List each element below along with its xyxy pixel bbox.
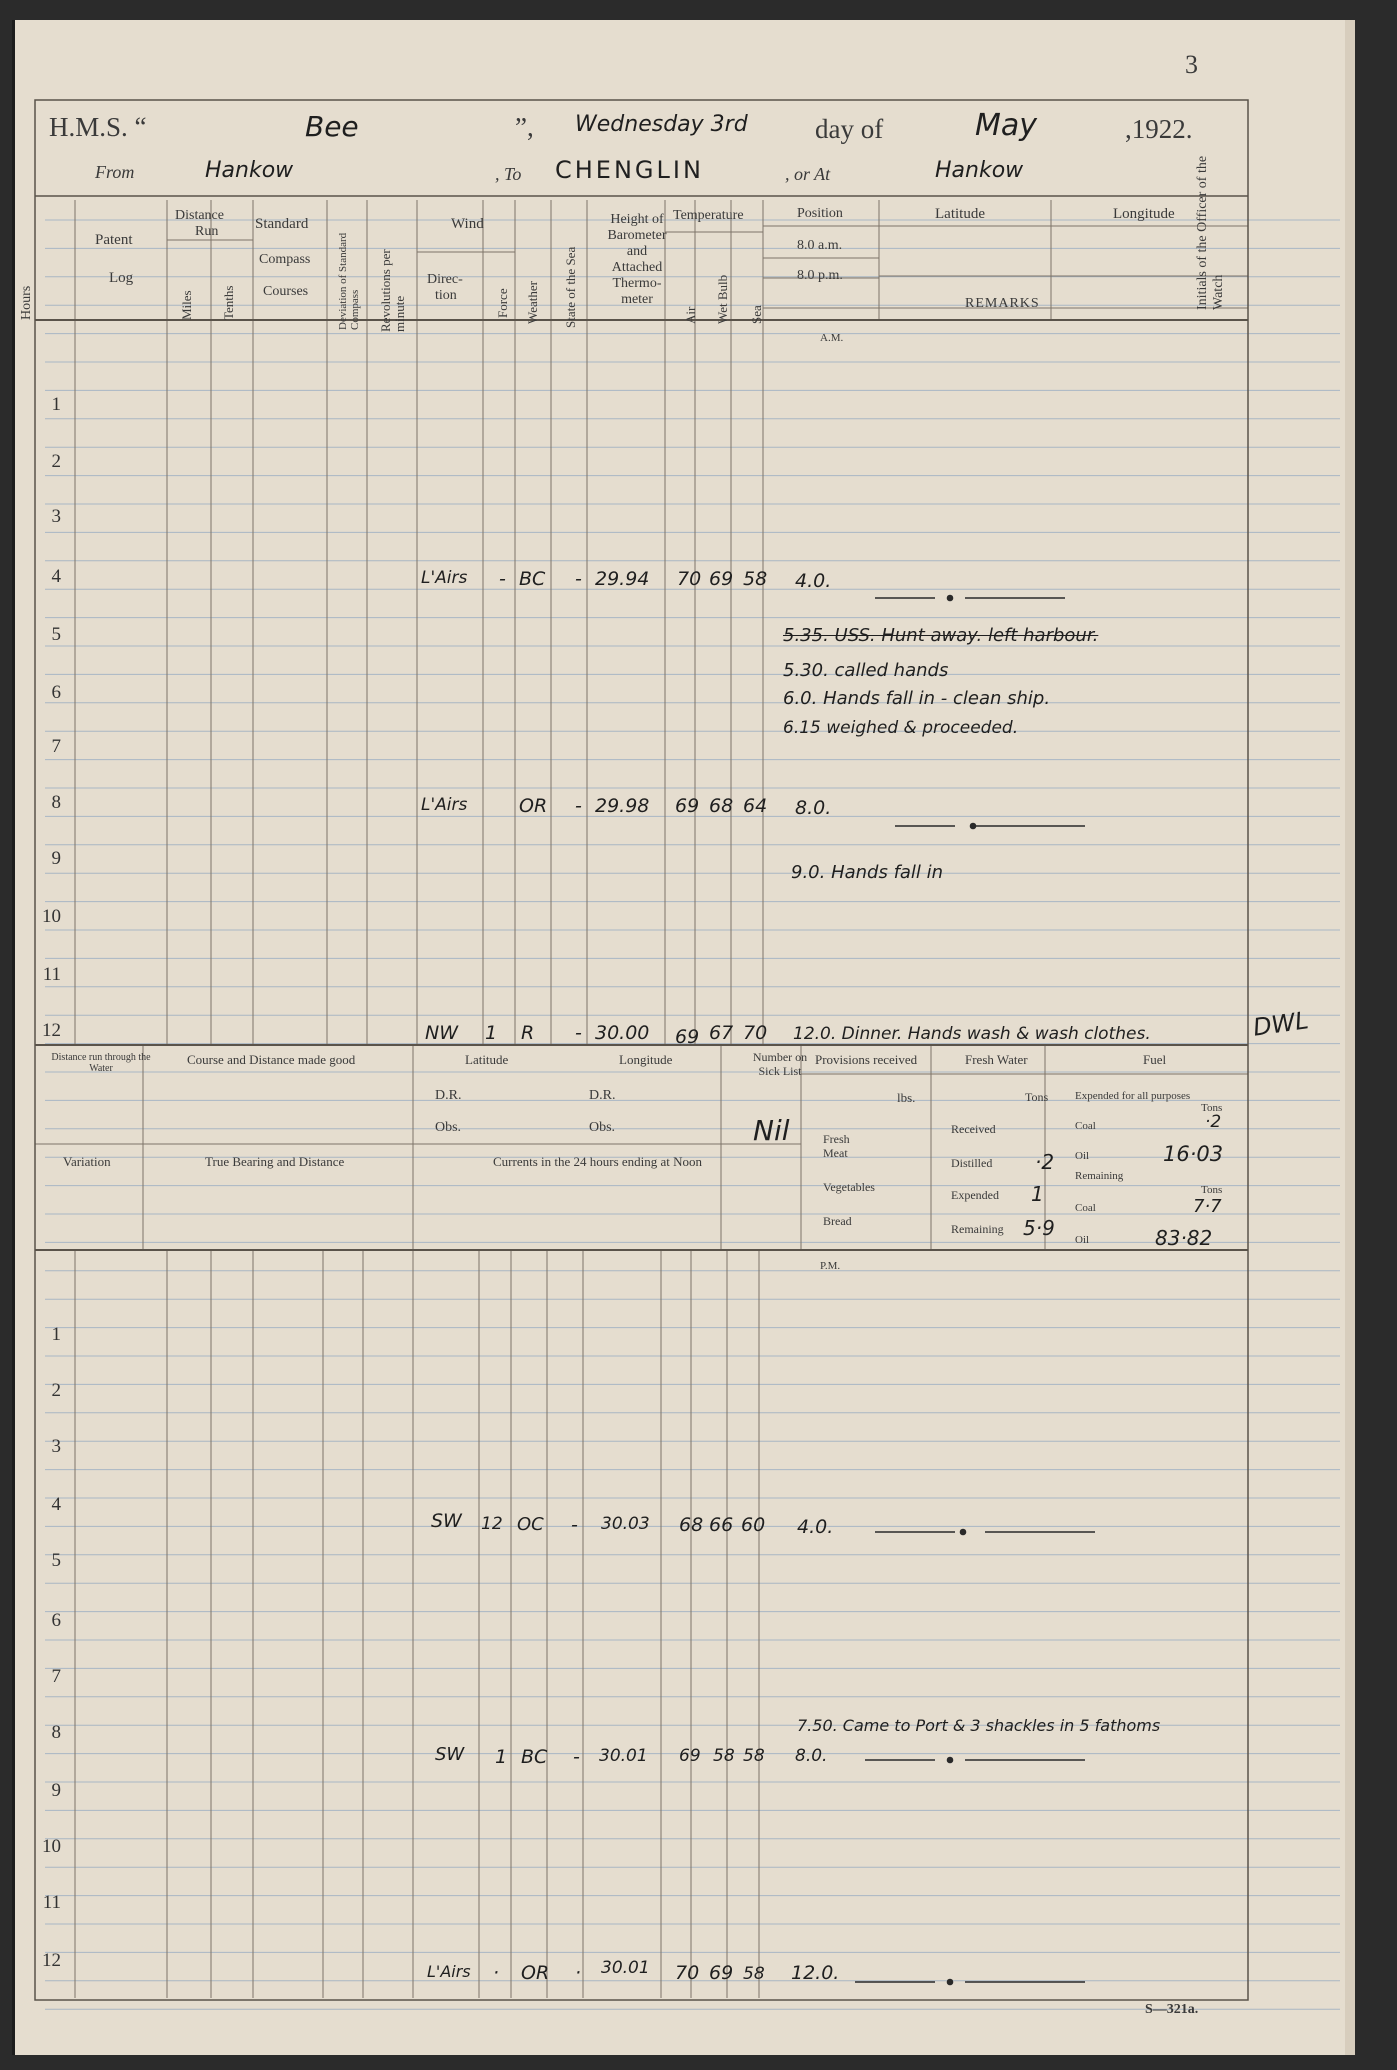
am-hour-8: 8: [51, 792, 61, 813]
col-direc: Direc-: [427, 272, 463, 287]
col-8pm: 8.0 p.m.: [797, 268, 843, 283]
weather: OR: [521, 1962, 550, 1984]
long-obs-label: Obs.: [589, 1120, 616, 1135]
year: ,1922.: [1125, 114, 1193, 144]
long-dr-label: D.R.: [589, 1088, 616, 1103]
col-patent: Patent: [95, 232, 133, 248]
lbs-label: lbs.: [897, 1090, 916, 1105]
col-remarks: REMARKS: [965, 296, 1040, 311]
provisions-label: Provisions received: [815, 1052, 918, 1067]
weather: BC: [521, 1746, 548, 1768]
wind-dir: L'Airs: [427, 1962, 471, 1981]
coal-remaining-value: 7·7: [1193, 1196, 1222, 1217]
col-temperature: Temperature: [673, 208, 744, 223]
am-hour-1: 1: [51, 394, 61, 415]
col-run: Run: [195, 224, 219, 239]
to-label: , To: [495, 164, 522, 184]
sick-value: Nil: [753, 1114, 790, 1147]
to-value: CHENGLIN: [555, 156, 704, 184]
remark-615: 6.15 weighed & proceeded.: [783, 718, 1019, 738]
or-at-label: , or At: [785, 164, 831, 184]
pm-hour-6: 6: [51, 1610, 61, 1631]
am-hour-9: 9: [51, 848, 61, 869]
sea-temp: 70: [743, 1022, 768, 1044]
wind-force: 12: [481, 1514, 503, 1534]
col-wind: Wind: [451, 216, 484, 232]
remark-8am: 8.0.: [795, 797, 832, 819]
water-received-label: Received: [951, 1122, 996, 1136]
am-hour-11: 11: [42, 964, 61, 985]
fresh-meat-label: Fresh Meat: [823, 1132, 850, 1160]
variation-label: Variation: [63, 1154, 111, 1169]
coal-expended-value: ·2: [1205, 1112, 1222, 1132]
col-compass: Compass: [259, 252, 311, 267]
noon-longitude-label: Longitude: [619, 1052, 673, 1067]
page-number: 3: [1185, 50, 1198, 79]
water-expended-label: Expended: [951, 1188, 999, 1202]
fresh-water-label: Fresh Water: [965, 1052, 1028, 1067]
sep: -: [499, 568, 506, 590]
barometer: 30.03: [601, 1514, 650, 1534]
from-label: From: [95, 162, 135, 182]
wet-bulb: 69: [709, 1962, 734, 1984]
remark-530: 5.30. called hands: [783, 660, 949, 681]
fuel-oil-label-2: Oil: [1075, 1234, 1090, 1246]
water-distilled-value: ·2: [1035, 1150, 1055, 1174]
col-baro-4: Attached: [611, 260, 663, 275]
wet-bulb: 69: [709, 568, 734, 590]
month: May: [975, 108, 1038, 143]
currents-label: Currents in the 24 hours ending at Noon: [493, 1154, 703, 1169]
col-tion: tion: [435, 288, 457, 303]
am-hour-7: 7: [51, 736, 61, 757]
col-8am: 8.0 a.m.: [797, 238, 843, 253]
sep: -: [571, 1514, 578, 1536]
fuel-remaining-label: Remaining: [1075, 1170, 1124, 1182]
col-longitude: Longitude: [1113, 206, 1175, 222]
remark-8pm: 8.0.: [795, 1746, 828, 1766]
sea-temp: 60: [741, 1514, 766, 1536]
wet-bulb: 67: [709, 1022, 734, 1044]
sick-label-1: Number on: [752, 1050, 808, 1064]
barometer: 30.01: [599, 1746, 648, 1766]
fuel-coal-label-2: Coal: [1075, 1202, 1096, 1214]
pm-hour-7: 7: [51, 1666, 61, 1687]
wet-bulb: 66: [709, 1514, 734, 1536]
sea-temp: 58: [743, 1746, 765, 1766]
wind-force: 1: [485, 1022, 498, 1044]
air-temp: 68: [679, 1514, 704, 1536]
quote-close: ”,: [515, 112, 534, 142]
col-sea: Sea: [749, 305, 764, 324]
lat-obs-label: Obs.: [435, 1120, 462, 1135]
am-hour-12: 12: [42, 1020, 61, 1041]
am-hour-6: 6: [51, 682, 61, 703]
pm-hour-3: 3: [51, 1436, 61, 1457]
col-miles: Miles: [179, 290, 194, 320]
col-revolutions: Revolutions per minute: [378, 249, 407, 332]
sep: ·: [575, 1962, 582, 1984]
bread-label: Bread: [823, 1214, 852, 1228]
air-temp: 69: [675, 795, 700, 817]
remark-noon: 12.0. Dinner. Hands wash & wash clothes.: [793, 1024, 1151, 1044]
air-temp: 69: [675, 1026, 700, 1048]
am-hour-10: 10: [42, 906, 61, 927]
pm-hour-2: 2: [51, 1380, 61, 1401]
col-latitude: Latitude: [935, 206, 985, 222]
col-force: Force: [495, 288, 510, 318]
or-at-value: Hankow: [935, 158, 1024, 183]
noon-latitude-label: Latitude: [465, 1052, 509, 1067]
wet-bulb: 68: [709, 795, 734, 817]
remark-9am: 9.0. Hands fall in: [791, 862, 944, 883]
remark-6am: 6.0. Hands fall in - clean ship.: [783, 688, 1051, 709]
col-state-sea: State of the Sea: [563, 246, 578, 328]
col-baro-5: Thermo-: [612, 276, 662, 291]
weather: OC: [517, 1514, 544, 1535]
vegetables-label: Vegetables: [823, 1180, 875, 1194]
remark-12pm: 12.0.: [791, 1962, 840, 1984]
officer-initials: DWL: [1251, 1006, 1311, 1042]
water-expended-value: 1: [1031, 1182, 1044, 1206]
sick-label-2: Sick List: [758, 1064, 802, 1078]
wind-dir: NW: [425, 1022, 458, 1044]
remark-750: 7.50. Came to Port & 3 shackles in 5 fathoms: [797, 1716, 1161, 1735]
pm-hour-5: 5: [51, 1550, 61, 1571]
sep: -: [575, 795, 582, 817]
true-bearing-label: True Bearing and Distance: [205, 1154, 345, 1169]
fuel-coal-label-1: Coal: [1075, 1120, 1096, 1132]
col-baro-6: meter: [621, 292, 653, 307]
pm-hour-1: 1: [51, 1324, 61, 1345]
form-number: S—321a.: [1145, 2002, 1199, 2017]
from-value: Hankow: [205, 158, 294, 183]
sep: ·: [493, 1962, 500, 1984]
fuel-oil-label-1: Oil: [1075, 1150, 1090, 1162]
dist-water-label: Distance run through the Water: [51, 1052, 151, 1074]
lat-dr-label: D.R.: [435, 1088, 462, 1103]
remark-535: 5.35. USS. Hunt away. left harbour.: [783, 625, 1099, 646]
pm-hour-9: 9: [51, 1780, 61, 1801]
am-hour-2: 2: [51, 451, 61, 472]
col-deviation: Deviation of Standard Compass: [337, 232, 361, 330]
fuel-tons-label-2: Tons: [1201, 1184, 1223, 1196]
remark-4pm: 4.0.: [797, 1516, 834, 1538]
am-hour-4: 4: [51, 566, 61, 587]
water-tons-label: Tons: [1025, 1090, 1049, 1104]
sea-temp: 64: [743, 795, 768, 817]
col-baro-1: Height of: [610, 212, 664, 227]
col-baro-3: and: [626, 244, 648, 259]
barometer: 30.01: [601, 1958, 650, 1978]
pm-hour-4: 4: [51, 1494, 61, 1515]
air-temp: 70: [675, 1962, 700, 1984]
pm-hour-11: 11: [42, 1892, 61, 1913]
water-distilled-label: Distilled: [951, 1156, 993, 1170]
air-temp: 69: [679, 1746, 701, 1766]
col-standard: Standard: [255, 216, 309, 232]
col-tenths: Tenths: [221, 285, 236, 320]
col-air: Air: [683, 306, 698, 324]
barometer: 30.00: [595, 1022, 650, 1044]
pm-hour-8: 8: [51, 1722, 61, 1743]
air-temp: 70: [677, 568, 702, 590]
weather: OR: [519, 795, 548, 817]
wind-dir: SW: [431, 1510, 462, 1532]
fuel-tons-label-1: Tons: [1201, 1102, 1223, 1114]
weekday-date: Wednesday 3rd: [575, 112, 748, 137]
col-hours: Hours: [19, 285, 34, 320]
pm-hour-12: 12: [42, 1950, 61, 1971]
day-of-label: day of: [815, 114, 884, 144]
wind-force: 1: [495, 1746, 508, 1768]
col-weather: Weather: [525, 281, 540, 324]
hms-label: H.M.S. “: [49, 112, 147, 142]
pm-label: P.M.: [820, 1260, 841, 1272]
course-dist-label: Course and Distance made good: [187, 1052, 356, 1067]
sea-temp: 58: [743, 1964, 765, 1984]
fuel-expended-label: Expended for all purposes: [1075, 1090, 1191, 1102]
wind-dir: L'Airs: [421, 568, 468, 588]
sep: -: [575, 1022, 582, 1044]
col-log: Log: [109, 270, 134, 286]
sea-temp: 58: [743, 568, 768, 590]
weather: R: [521, 1022, 535, 1044]
col-position: Position: [797, 206, 843, 221]
barometer: 29.94: [595, 568, 650, 590]
fuel-label: Fuel: [1143, 1052, 1167, 1067]
oil-remaining-value: 83·82: [1155, 1226, 1213, 1250]
am-label: A.M.: [820, 332, 844, 344]
barometer: 29.98: [595, 795, 650, 817]
remark-4am: 4.0.: [795, 570, 832, 592]
wet-bulb: 58: [713, 1746, 735, 1766]
water-remaining-label: Remaining: [951, 1222, 1004, 1236]
wind-dir: SW: [435, 1744, 465, 1765]
initials-header: Initials of the Officer of the Watch: [1195, 155, 1226, 310]
col-courses: Courses: [263, 284, 309, 299]
col-distance: Distance: [175, 208, 224, 223]
ship-name: Bee: [305, 110, 359, 143]
sep: -: [575, 568, 582, 590]
water-remaining-value: 5·9: [1023, 1216, 1055, 1240]
oil-expended-value: 16·03: [1163, 1142, 1224, 1166]
wind-dir: L'Airs: [421, 795, 468, 815]
col-wet-bulb: Wet Bulb: [715, 274, 730, 324]
am-hour-3: 3: [51, 506, 61, 527]
log-page: [12, 20, 1355, 2055]
pm-hour-10: 10: [42, 1836, 61, 1857]
weather: BC: [519, 568, 546, 590]
am-hour-5: 5: [51, 624, 61, 645]
col-baro-2: Barometer: [607, 228, 667, 243]
sep: -: [573, 1746, 580, 1768]
